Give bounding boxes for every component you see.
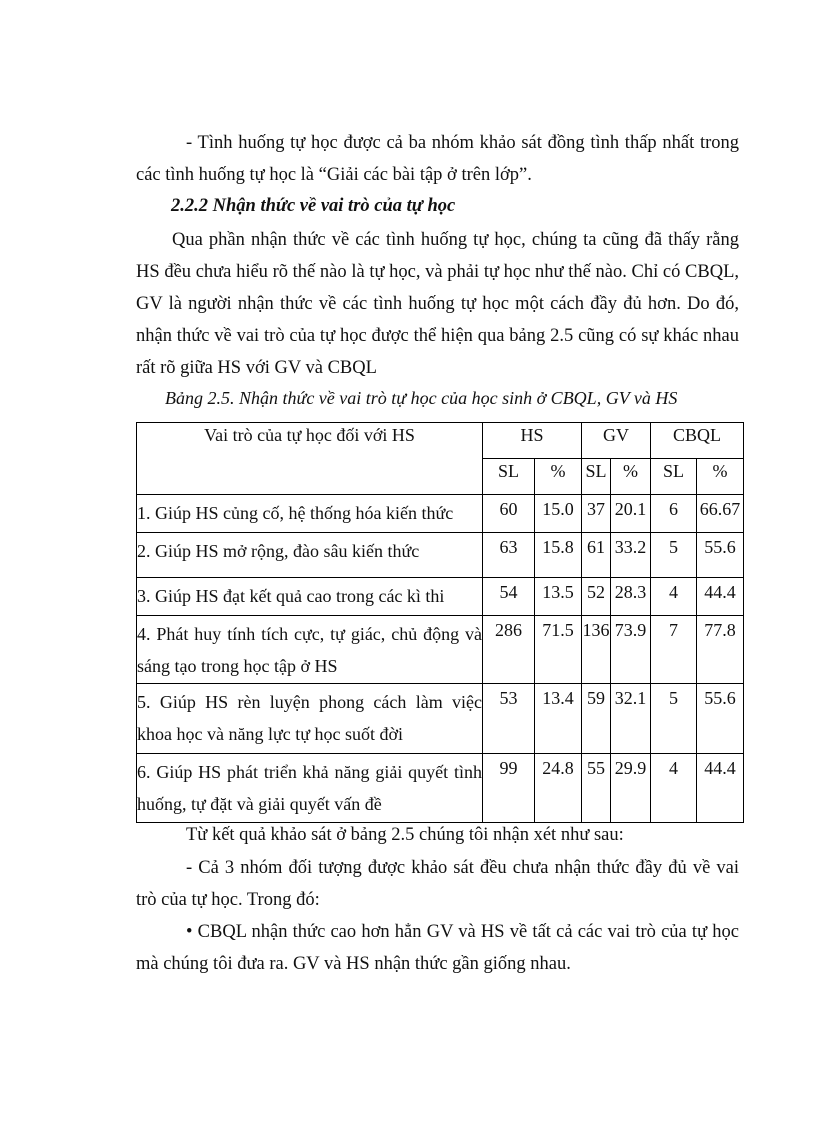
role-label: 5. Giúp HS rèn luyện phong cách làm việc khoa học và năng lực tự học suốt đời	[137, 684, 483, 754]
result-bullet: • CBQL nhận thức cao hơn hẳn GV và HS về tất cả các vai trò của tự học mà chúng tôi đưa ra. GV và HS nhận thức gần giống nhau.	[136, 922, 739, 974]
gv-pct-cell: 20.1	[611, 495, 651, 533]
hs-group-header: HS	[483, 423, 582, 459]
cbql-sl-cell: 6	[651, 495, 697, 533]
intro-paragraph: - Tình huống tự học được cả ba nhóm khảo sát đồng tình thấp nhất trong các tình huống tự học là “Giải các bài tập ở trên lớp”.	[136, 133, 739, 185]
hs-sl-cell: 53	[483, 684, 535, 754]
role-label: 1. Giúp HS củng cố, hệ thống hóa kiến thức	[137, 495, 483, 533]
table-row	[137, 578, 744, 616]
survey-table	[136, 422, 744, 823]
result-intro: Từ kết quả khảo sát ở bảng 2.5 chúng tôi nhận xét như sau:	[186, 825, 624, 845]
cbql-sl-cell: 4	[651, 578, 697, 616]
gv-pct-cell: 73.9	[611, 616, 651, 684]
gv-group-header: GV	[582, 423, 651, 459]
table-row	[137, 533, 744, 578]
hs-sl-cell: 54	[483, 578, 535, 616]
hs-pct-cell: 13.4	[535, 684, 582, 754]
table-header-row	[137, 423, 744, 459]
cbql-sl-cell: 5	[651, 684, 697, 754]
gv-sl-cell: 37	[582, 495, 611, 533]
section-paragraph: Qua phần nhận thức về các tình huống tự học, chúng ta cũng đã thấy rằng HS đều chưa hiểu rõ thế nào là tự học, và phải tự học như thế nào. Chỉ có CBQL, GV là người nhận thức về các tình huống tự học một cách đầy đủ hơn. Do đó, nhận thức về vai trò của tự học được thể hiện qua bảng 2.5 cũng có sự khác nhau rất rõ giữa HS với GV và CBQL	[136, 230, 739, 378]
hs-sl-cell: 99	[483, 754, 535, 823]
gv-pct-cell: 32.1	[611, 684, 651, 754]
gv-sl-cell: 59	[582, 684, 611, 754]
cbql-pct-header: %	[697, 459, 744, 495]
hs-sl-cell: 63	[483, 533, 535, 578]
cbql-pct-cell: 55.6	[697, 533, 744, 578]
gv-sl-cell: 136	[582, 616, 611, 684]
gv-sl-cell: 61	[582, 533, 611, 578]
role-label: 6. Giúp HS phát triển khả năng giải quyết tình huống, tự đặt và giải quyết vấn đề	[137, 754, 483, 823]
gv-pct-cell: 28.3	[611, 578, 651, 616]
table-row	[137, 616, 744, 684]
hs-pct-cell: 24.8	[535, 754, 582, 823]
hs-pct-header: %	[535, 459, 582, 495]
role-label: 4. Phát huy tính tích cực, tự giác, chủ động và sáng tạo trong học tập ở HS	[137, 616, 483, 684]
cbql-pct-cell: 66.67	[697, 495, 744, 533]
hs-sl-cell: 60	[483, 495, 535, 533]
result-point: - Cả 3 nhóm đối tượng được khảo sát đều chưa nhận thức đầy đủ về vai trò của tự học. Trong đó:	[136, 858, 739, 910]
gv-sl-header: SL	[582, 459, 611, 495]
table-row	[137, 754, 744, 823]
cbql-group-header: CBQL	[651, 423, 744, 459]
hs-pct-cell: 15.0	[535, 495, 582, 533]
cbql-pct-cell: 44.4	[697, 578, 744, 616]
cbql-pct-cell: 44.4	[697, 754, 744, 823]
hs-pct-cell: 71.5	[535, 616, 582, 684]
role-column-header: Vai trò của tự học đối với HS	[137, 423, 483, 495]
cbql-sl-header: SL	[651, 459, 697, 495]
gv-sl-cell: 55	[582, 754, 611, 823]
gv-pct-cell: 33.2	[611, 533, 651, 578]
gv-pct-header: %	[611, 459, 651, 495]
cbql-sl-cell: 4	[651, 754, 697, 823]
hs-pct-cell: 15.8	[535, 533, 582, 578]
gv-pct-cell: 29.9	[611, 754, 651, 823]
cbql-sl-cell: 7	[651, 616, 697, 684]
gv-sl-cell: 52	[582, 578, 611, 616]
hs-sl-header: SL	[483, 459, 535, 495]
cbql-pct-cell: 55.6	[697, 684, 744, 754]
section-heading: 2.2.2 Nhận thức về vai trò của tự học	[171, 196, 456, 216]
table-row	[137, 495, 744, 533]
hs-pct-cell: 13.5	[535, 578, 582, 616]
cbql-sl-cell: 5	[651, 533, 697, 578]
hs-sl-cell: 286	[483, 616, 535, 684]
cbql-pct-cell: 77.8	[697, 616, 744, 684]
table-caption: Bảng 2.5. Nhận thức về vai trò tự học của học sinh ở CBQL, GV và HS	[165, 388, 678, 408]
table-row	[137, 684, 744, 754]
role-label: 2. Giúp HS mở rộng, đào sâu kiến thức	[137, 533, 483, 578]
role-label: 3. Giúp HS đạt kết quả cao trong các kì thi	[137, 578, 483, 616]
